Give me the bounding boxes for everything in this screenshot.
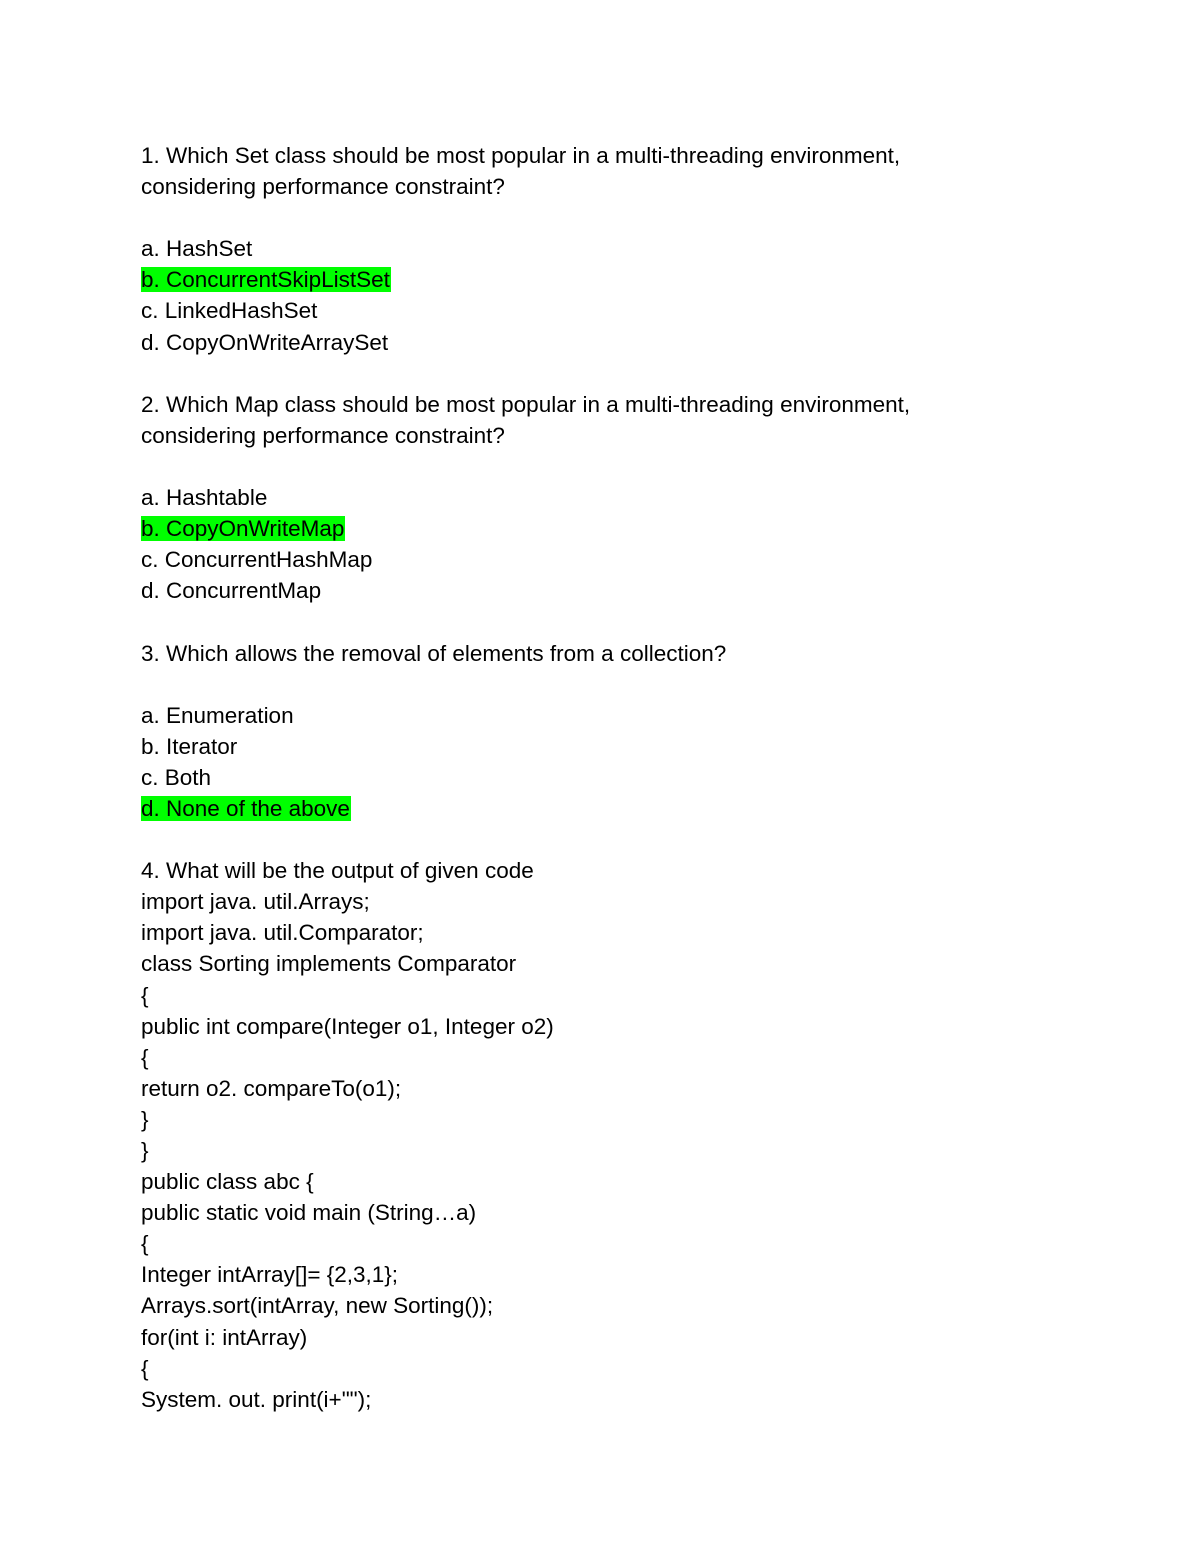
code-line: class Sorting implements Comparator — [141, 951, 517, 977]
code-line: { — [141, 982, 149, 1008]
question-2-text-line-1: 2. Which Map class should be most popular in a multi-threading environment, — [141, 391, 911, 417]
code-line: Integer intArray[]= {2,3,1}; — [141, 1262, 399, 1288]
code-line: { — [141, 1044, 149, 1070]
answer-highlight: b. ConcurrentSkipListSet — [141, 267, 390, 293]
question-3-text: 3. Which allows the removal of elements from a collection? — [141, 640, 727, 666]
question-2-option-d: d. ConcurrentMap — [141, 578, 322, 604]
document-body — [141, 140, 1101, 1415]
question-2-option-b-highlighted — [141, 513, 1101, 544]
code-line: } — [141, 1106, 149, 1132]
question-3-option-a: a. Enumeration — [141, 702, 294, 728]
question-1-option-d: d. CopyOnWriteArraySet — [141, 329, 389, 355]
question-1-option-b-highlighted — [141, 264, 1101, 295]
question-1-option-a: a. HashSet — [141, 236, 253, 262]
spacer — [141, 451, 1101, 482]
question-2-text-line-2: considering performance constraint? — [141, 422, 505, 448]
code-line: return o2. compareTo(o1); — [141, 1075, 402, 1101]
question-3-option-b: b. Iterator — [141, 733, 238, 759]
question-2-option-c: c. ConcurrentHashMap — [141, 547, 373, 573]
code-line: } — [141, 1138, 149, 1163]
spacer — [141, 824, 1101, 855]
code-line: { — [141, 1231, 149, 1257]
code-line: Arrays.sort(intArray, new Sorting()); — [141, 1293, 494, 1319]
code-line: public class abc { — [141, 1169, 314, 1195]
question-3-option-d-highlighted — [141, 793, 1101, 824]
code-line: System. out. print(i+""); — [141, 1386, 372, 1412]
code-line: { — [141, 1355, 149, 1381]
question-1-text-line-1: 1. Which Set class should be most popular in a multi-threading environment, — [141, 143, 901, 168]
spacer — [141, 606, 1101, 637]
code-line: import java. util.Comparator; — [141, 920, 424, 946]
question-3-option-c: c. Both — [141, 764, 212, 790]
code-line: public static void main (String…a) — [141, 1200, 477, 1226]
question-3 — [141, 638, 1101, 825]
question-2 — [141, 389, 1101, 607]
question-1-option-c: c. LinkedHashSet — [141, 298, 318, 324]
code-line: for(int i: intArray) — [141, 1324, 308, 1350]
question-1-text-line-2: considering performance constraint? — [141, 174, 505, 200]
question-4 — [141, 855, 1101, 1415]
code-line: import java. util.Arrays; — [141, 889, 370, 915]
spacer — [141, 202, 1101, 233]
spacer — [141, 358, 1101, 389]
answer-highlight: d. None of the above — [141, 795, 350, 821]
question-1 — [141, 140, 1101, 358]
code-line: public int compare(Integer o1, Integer o2) — [141, 1013, 554, 1039]
question-2-option-a: a. Hashtable — [141, 485, 268, 511]
spacer — [141, 669, 1101, 700]
question-4-text: 4. What will be the output of given code — [141, 858, 534, 884]
answer-highlight: b. CopyOnWriteMap — [141, 516, 345, 542]
